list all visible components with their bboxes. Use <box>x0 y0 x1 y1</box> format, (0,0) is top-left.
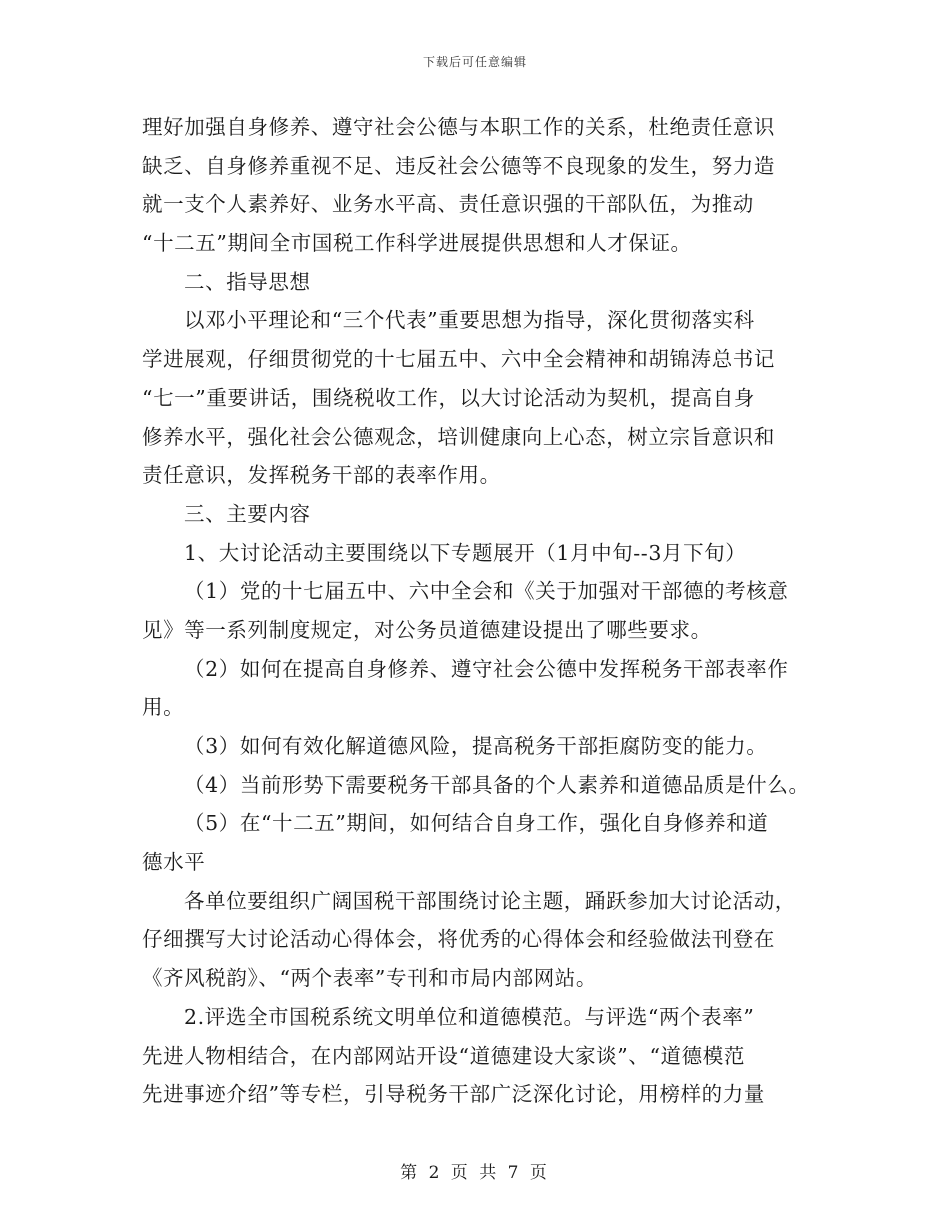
text-line: 学进展观，仔细贯彻党的十七届五中、六中全会精神和胡锦涛总书记 <box>142 347 775 372</box>
text-line: 三、主要内容 <box>184 501 311 526</box>
text-line: “十二五”期间全市国税工作科学进展提供思想和人才保证。 <box>142 231 692 256</box>
text-line: 1、大讨论活动主要围绕以下专题展开（1月中旬--3月下旬） <box>184 540 747 565</box>
page-footer: 第 2 页 共 7 页 <box>400 1163 550 1183</box>
text-line: 缺乏、自身修养重视不足、违反社会公德等不良现象的发生，努力造 <box>142 153 775 178</box>
text-line: 德水平 <box>142 850 206 875</box>
text-line: 理好加强自身修养、遵守社会公德与本职工作的关系，杜绝责任意识 <box>142 115 775 139</box>
text-line: （4）当前形势下需要税务干部具备的个人素养和道德品质是什么。 <box>184 772 810 797</box>
text-line: 仔细撰写大讨论活动心得体会，将优秀的心得体会和经验做法刊登在 <box>142 927 775 952</box>
text-line: 二、指导思想 <box>184 269 311 294</box>
page-header: 下载后可任意编辑 <box>422 55 527 69</box>
text-line: 各单位要组织广阔国税干部围绕讨论主题，踊跃参加大讨论活动， <box>184 888 796 913</box>
text-line: 就一支个人素养好、业务水平高、责任意识强的干部队伍，为推动 <box>142 192 754 217</box>
document-body <box>142 108 822 1114</box>
text-line: 用。 <box>142 695 185 720</box>
text-line: 先进人物相结合，在内部网站开设“道德建设大家谈”、“道德模范 <box>142 1043 745 1068</box>
text-line: “七一”重要讲话，围绕税收工作，以大讨论活动为契机，提高自身 <box>142 385 755 410</box>
text-line: 见》等一系列制度规定，对公务员道德建设提出了哪些要求。 <box>142 617 712 642</box>
text-line: （3）如何有效化解道德风险，提高税务干部拒腐防变的能力。 <box>184 734 768 758</box>
text-line: （5）在“十二五”期间，如何结合自身工作，强化自身修养和道 <box>184 811 769 836</box>
text-line: 《齐风税韵》、“两个表率”专刊和市局内部网站。 <box>142 966 598 991</box>
text-line: 2.评选全市国税系统文明单位和道德模范。与评选“两个表率” <box>184 1004 755 1029</box>
text-line: 先进事迹介绍”等专栏，引导税务干部广泛深化讨论，用榜样的力量 <box>142 1082 765 1107</box>
text-line: （1）党的十七届五中、六中全会和《关于加强对干部德的考核意 <box>184 579 789 604</box>
text-line: （2）如何在提高自身修养、遵守社会公德中发挥税务干部表率作 <box>184 656 789 681</box>
text-line: 以邓小平理论和“三个代表”重要思想为指导，深化贯彻落实科 <box>184 308 755 333</box>
text-line: 修养水平，强化社会公德观念，培训健康向上心态，树立宗旨意识和 <box>142 424 775 449</box>
text-line: 责任意识，发挥税务干部的表率作用。 <box>142 463 501 488</box>
